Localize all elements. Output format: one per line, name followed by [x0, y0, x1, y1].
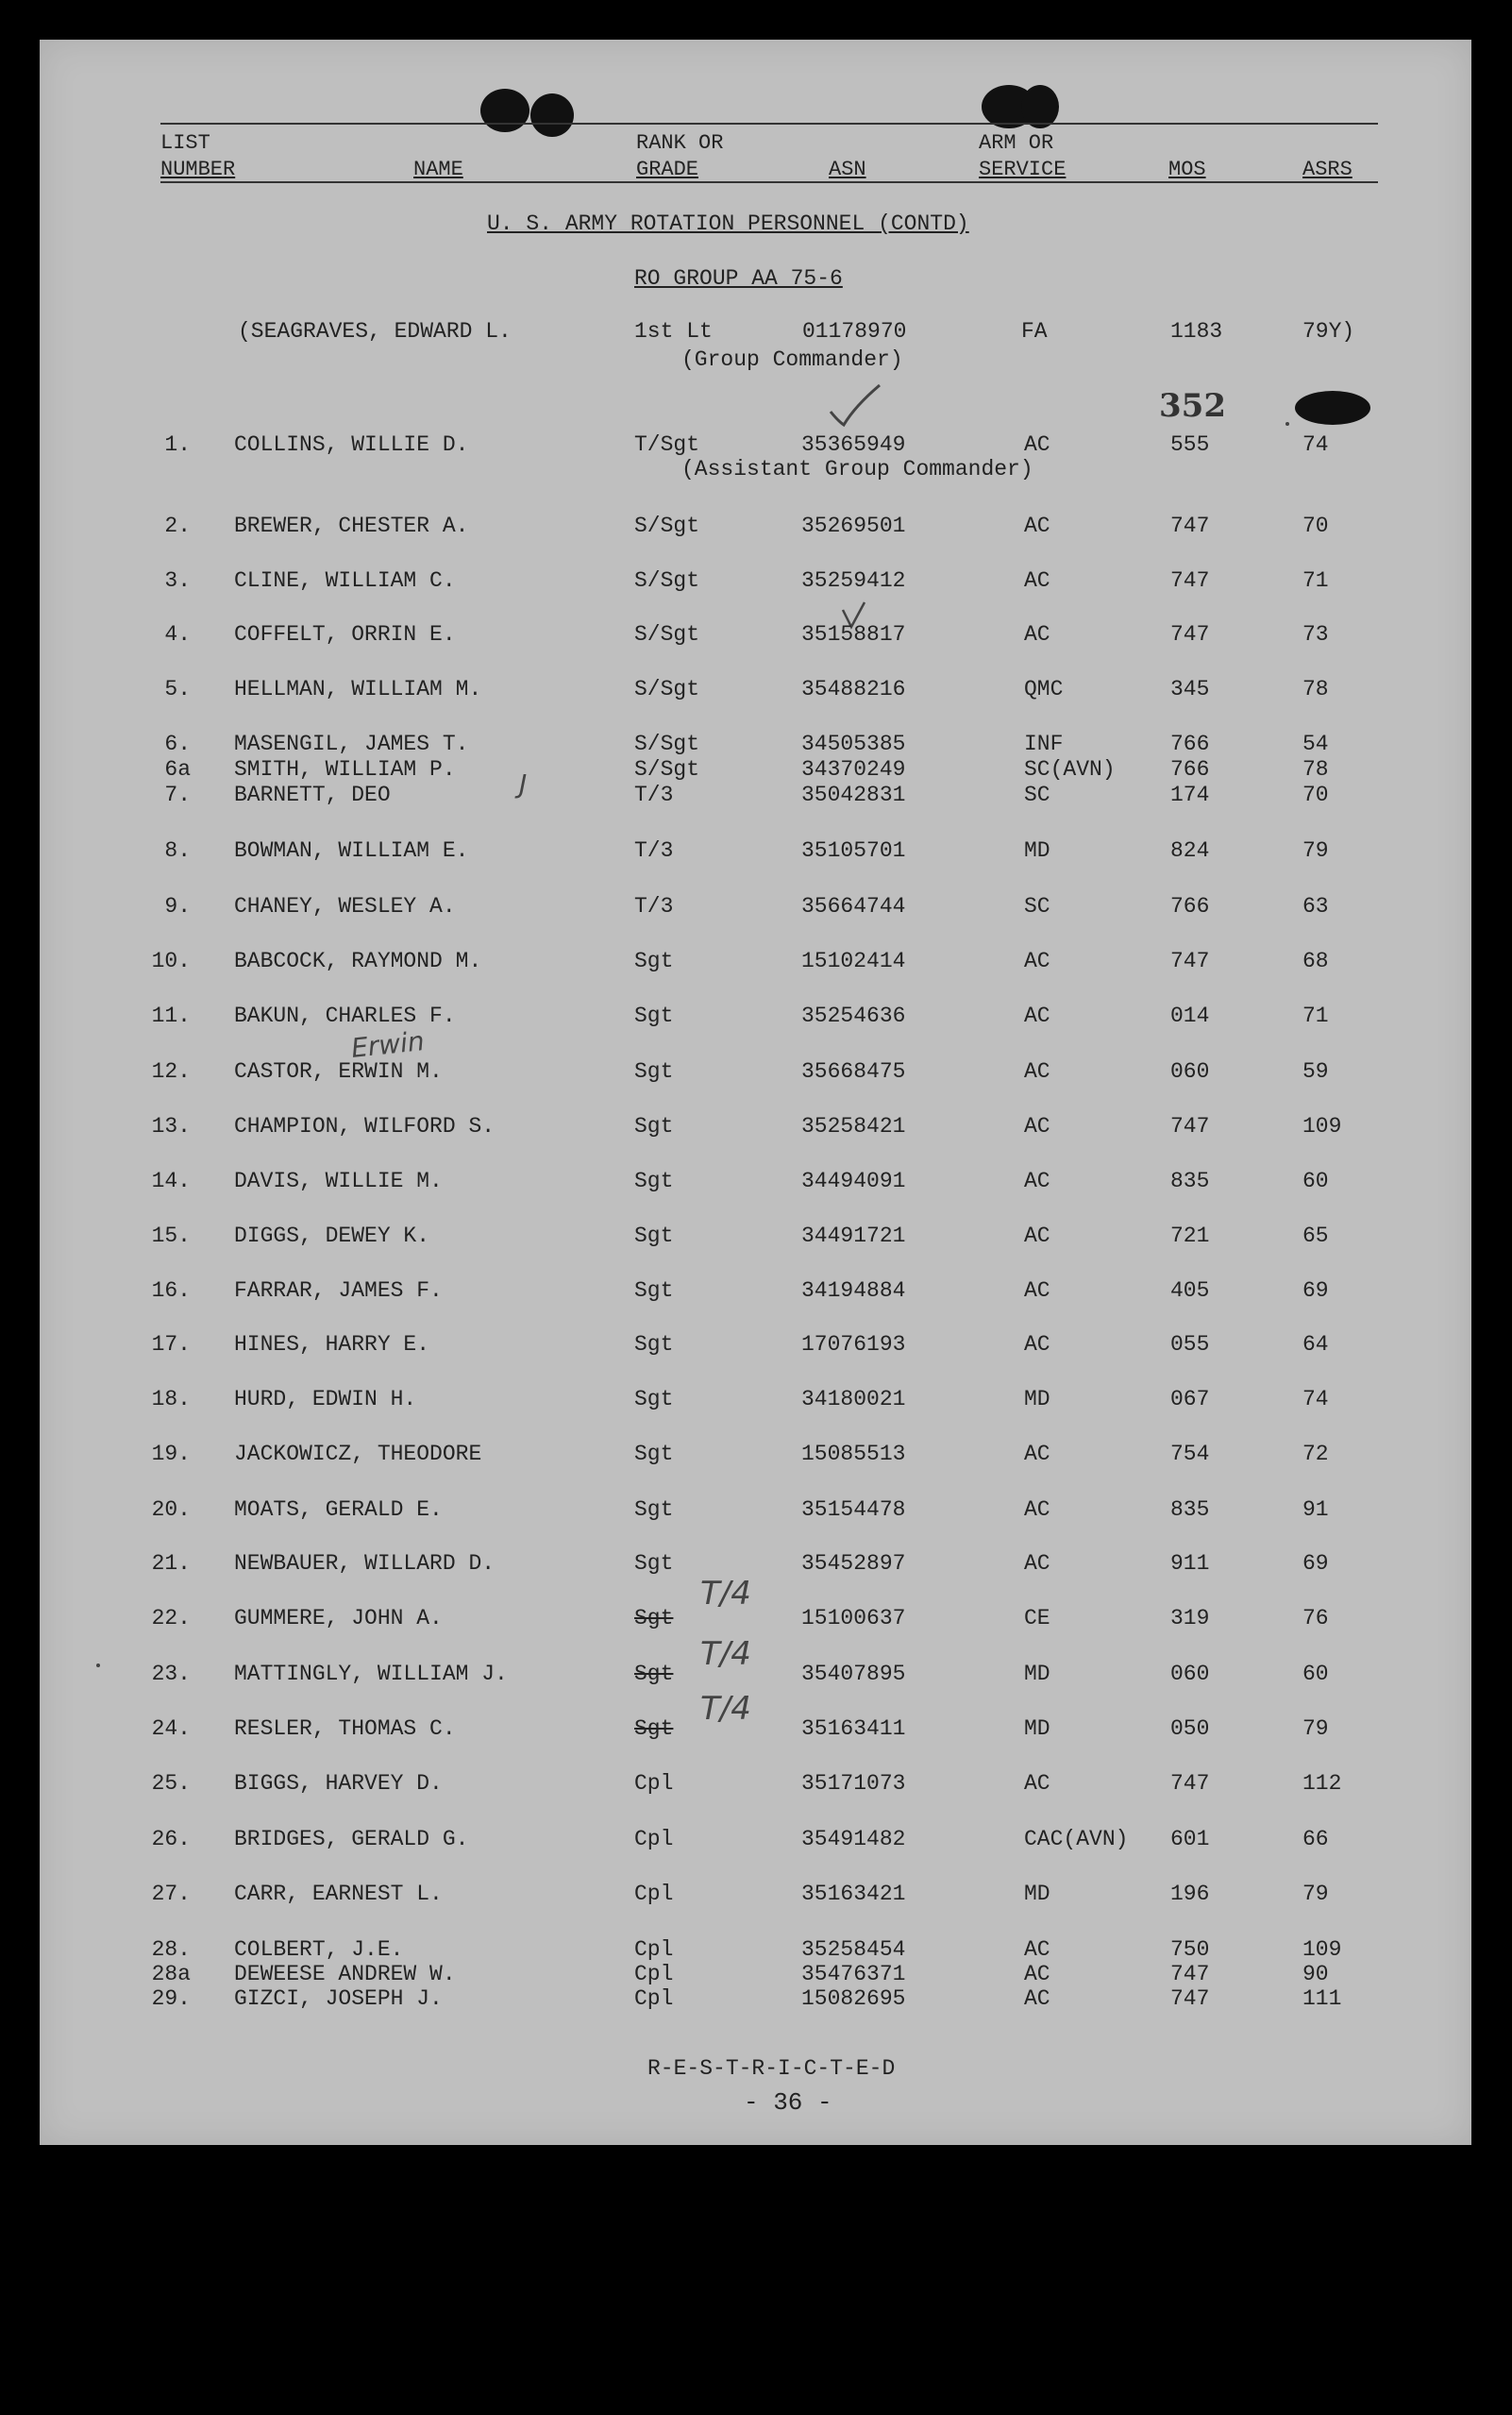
- row-asn: 17076193: [801, 1332, 906, 1357]
- row-mos: 014: [1170, 1004, 1210, 1028]
- row-rank: Sgt: [634, 1278, 674, 1303]
- row-asrs: 71: [1302, 1004, 1329, 1028]
- row-asn: 34180021: [801, 1387, 906, 1411]
- row-arm: AC: [1024, 1004, 1050, 1028]
- table-row: [40, 1442, 1471, 1470]
- row-rank: Sgt: [634, 1442, 674, 1466]
- row-number: 6.: [164, 732, 191, 756]
- table-row: [40, 1387, 1471, 1415]
- row-arm: AC: [1024, 1278, 1050, 1303]
- row-number: 18.: [151, 1387, 191, 1411]
- row-number: 23.: [151, 1662, 191, 1686]
- row-name: COFFELT, ORRIN E.: [234, 622, 456, 647]
- row-mos: 747: [1170, 949, 1210, 973]
- row-arm: AC: [1024, 1169, 1050, 1193]
- row-arm: INF: [1024, 732, 1064, 756]
- row-rank: Sgt: [634, 1606, 674, 1630]
- restricted-label: R-E-S-T-R-I-C-T-E-D: [647, 2056, 896, 2081]
- commander-asn: 01178970: [802, 319, 907, 344]
- row-asrs: 68: [1302, 949, 1329, 973]
- row-name: NEWBAUER, WILLARD D.: [234, 1551, 496, 1576]
- row-number: 17.: [151, 1332, 191, 1357]
- row-asrs: 79: [1302, 1716, 1329, 1741]
- row-mos: 345: [1170, 677, 1210, 701]
- row-asrs: 63: [1302, 894, 1329, 919]
- row-number: 28a: [151, 1962, 191, 1986]
- header-name: NAME: [413, 158, 463, 181]
- row-rank: Sgt: [634, 1662, 674, 1686]
- row-number: 15.: [151, 1224, 191, 1248]
- row-asrs: 71: [1302, 568, 1329, 593]
- row-asn: 34505385: [801, 732, 906, 756]
- table-row: [40, 1278, 1471, 1307]
- row-rank: Sgt: [634, 1551, 674, 1576]
- row-asrs: 79: [1302, 838, 1329, 863]
- row-arm: MD: [1024, 838, 1050, 863]
- row-arm: AC: [1024, 432, 1050, 457]
- row-name: CHANEY, WESLEY A.: [234, 894, 456, 919]
- header-bottom-rule: [160, 181, 1378, 183]
- row-arm: AC: [1024, 1059, 1050, 1084]
- row-asrs: 73: [1302, 622, 1329, 647]
- row-number: 9.: [164, 894, 191, 919]
- table-row: [40, 1224, 1471, 1252]
- table-row: [40, 1114, 1471, 1142]
- row-arm: AC: [1024, 1937, 1050, 1962]
- row-name: BARNETT, DEO: [234, 783, 391, 807]
- row-asrs: 78: [1302, 677, 1329, 701]
- row-rank: Cpl: [634, 1882, 674, 1906]
- row-name: BAKUN, CHARLES F.: [234, 1004, 456, 1028]
- row-rank: Cpl: [634, 1986, 674, 2011]
- row-mos: 747: [1170, 568, 1210, 593]
- row-asrs: 64: [1302, 1332, 1329, 1357]
- row-mos: 067: [1170, 1387, 1210, 1411]
- ink-speck: [96, 1663, 100, 1667]
- row-number: 21.: [151, 1551, 191, 1576]
- row-rank: Sgt: [634, 1716, 674, 1741]
- handwritten-erwin: Erwin: [349, 1025, 427, 1064]
- row-mos: 721: [1170, 1224, 1210, 1248]
- commander-name: (SEAGRAVES, EDWARD L.: [238, 319, 512, 344]
- row-rank: Cpl: [634, 1937, 674, 1962]
- row-name: HURD, EDWIN H.: [234, 1387, 417, 1411]
- ink-blot: [1295, 391, 1370, 425]
- row-asn: 35254636: [801, 1004, 906, 1028]
- row-name: HELLMAN, WILLIAM M.: [234, 677, 482, 701]
- row-mos: 911: [1170, 1551, 1210, 1576]
- handwritten-t4-22: T/4: [700, 1575, 751, 1613]
- row-rank: Sgt: [634, 1332, 674, 1357]
- row-asn: 35407895: [801, 1662, 906, 1686]
- row-asrs: 111: [1302, 1986, 1342, 2011]
- row-mos: 766: [1170, 757, 1210, 782]
- row-asn: 35163411: [801, 1716, 906, 1741]
- table-row: [40, 894, 1471, 922]
- row-name: FARRAR, JAMES F.: [234, 1278, 443, 1303]
- row-asn: 35258421: [801, 1114, 906, 1139]
- row-number: 5.: [164, 677, 191, 701]
- row-asrs: 112: [1302, 1771, 1342, 1796]
- row-asrs: 60: [1302, 1169, 1329, 1193]
- table-row: [40, 677, 1471, 705]
- row-number: 19.: [151, 1442, 191, 1466]
- row-number: 7.: [164, 783, 191, 807]
- row-arm: SC(AVN): [1024, 757, 1116, 782]
- row-arm: AC: [1024, 1497, 1050, 1522]
- row-arm: AC: [1024, 1332, 1050, 1357]
- row-number: 28.: [151, 1937, 191, 1962]
- row-arm: MD: [1024, 1882, 1050, 1906]
- row-number: 16.: [151, 1278, 191, 1303]
- table-row: [40, 1662, 1471, 1690]
- row-mos: 766: [1170, 894, 1210, 919]
- table-row: [40, 1004, 1471, 1032]
- handwritten-t4-24: T/4: [700, 1690, 751, 1728]
- row-rank: Sgt: [634, 1004, 674, 1028]
- section-title: U. S. ARMY ROTATION PERSONNEL (CONTD): [487, 211, 969, 236]
- row-asn: 35163421: [801, 1882, 906, 1906]
- group-title: RO GROUP AA 75-6: [634, 266, 843, 291]
- row-asn: 15085513: [801, 1442, 906, 1466]
- row-arm: AC: [1024, 1551, 1050, 1576]
- commander-row: [40, 319, 1471, 347]
- table-row: [40, 1497, 1471, 1526]
- row-rank: Cpl: [634, 1962, 674, 1986]
- row-arm: AC: [1024, 1771, 1050, 1796]
- handwritten-t4-23: T/4: [700, 1635, 751, 1673]
- row-asn: 35259412: [801, 568, 906, 593]
- row-asrs: 74: [1302, 432, 1329, 457]
- header-arm: ARM OR SERVICE: [979, 131, 1067, 181]
- row-asn: 35171073: [801, 1771, 906, 1796]
- row-mos: 747: [1170, 622, 1210, 647]
- header-top-rule: [160, 123, 1378, 125]
- row-asrs: 109: [1302, 1114, 1342, 1139]
- row-number: 13.: [151, 1114, 191, 1139]
- row-rank: T/3: [634, 894, 674, 919]
- row-number: 8.: [164, 838, 191, 863]
- row-arm: CAC(AVN): [1024, 1827, 1129, 1851]
- table-row: [40, 783, 1471, 811]
- row-asrs: 66: [1302, 1827, 1329, 1851]
- row-asrs: 76: [1302, 1606, 1329, 1630]
- row-asn: 35365949: [801, 432, 906, 457]
- handwritten-initial: J: [519, 768, 528, 800]
- row-arm: AC: [1024, 568, 1050, 593]
- row-mos: 174: [1170, 783, 1210, 807]
- row-number: 1.: [164, 432, 191, 457]
- row-asrs: 91: [1302, 1497, 1329, 1522]
- row-asn: 35476371: [801, 1962, 906, 1986]
- row-number: 29.: [151, 1986, 191, 2011]
- row-mos: 766: [1170, 732, 1210, 756]
- row-rank: Sgt: [634, 1497, 674, 1522]
- row-mos: 747: [1170, 1771, 1210, 1796]
- row-asrs: 74: [1302, 1387, 1329, 1411]
- table-row: [40, 1606, 1471, 1634]
- row-arm: MD: [1024, 1662, 1050, 1686]
- row-number: 24.: [151, 1716, 191, 1741]
- row-rank: T/Sgt: [634, 432, 700, 457]
- row-asrs: 79: [1302, 1882, 1329, 1906]
- row-mos: 747: [1170, 1986, 1210, 2011]
- row-rank: Cpl: [634, 1827, 674, 1851]
- row-asn: 35258454: [801, 1937, 906, 1962]
- row-asrs: 72: [1302, 1442, 1329, 1466]
- row-number: 10.: [151, 949, 191, 973]
- ink-speck: [1285, 422, 1289, 426]
- row-rank: S/Sgt: [634, 622, 700, 647]
- row-name: BABCOCK, RAYMOND M.: [234, 949, 482, 973]
- table-row: [40, 1551, 1471, 1579]
- row-rank: S/Sgt: [634, 568, 700, 593]
- document-page: [40, 40, 1471, 2145]
- row-number: 26.: [151, 1827, 191, 1851]
- row-mos: 555: [1170, 432, 1210, 457]
- row-arm: AC: [1024, 514, 1050, 538]
- row-name: HINES, HARRY E.: [234, 1332, 430, 1357]
- row-name: CHAMPION, WILFORD S.: [234, 1114, 496, 1139]
- row-arm: MD: [1024, 1387, 1050, 1411]
- row-asn: 34370249: [801, 757, 906, 782]
- row-name: DAVIS, WILLIE M.: [234, 1169, 443, 1193]
- row-asn: 35488216: [801, 677, 906, 701]
- row-mos: 601: [1170, 1827, 1210, 1851]
- row-rank: Sgt: [634, 1169, 674, 1193]
- row-asn: 35452897: [801, 1551, 906, 1576]
- row-number: 6a: [164, 757, 191, 782]
- row-mos: 835: [1170, 1169, 1210, 1193]
- table-row: [40, 1059, 1471, 1088]
- table-row: [40, 568, 1471, 597]
- row-asn: 35269501: [801, 514, 906, 538]
- row-rank: Cpl: [634, 1771, 674, 1796]
- table-row: [40, 949, 1471, 977]
- row-asrs: 109: [1302, 1937, 1342, 1962]
- row-asrs: 59: [1302, 1059, 1329, 1084]
- row-mos: 055: [1170, 1332, 1210, 1357]
- row-arm: AC: [1024, 1986, 1050, 2011]
- row-mos: 750: [1170, 1937, 1210, 1962]
- header-list-number: LIST NUMBER: [160, 131, 236, 181]
- row-asn: 15102414: [801, 949, 906, 973]
- row-number: 4.: [164, 622, 191, 647]
- header-mos: MOS: [1168, 158, 1206, 181]
- table-row: [40, 1716, 1471, 1745]
- row-mos: 405: [1170, 1278, 1210, 1303]
- row-arm: AC: [1024, 949, 1050, 973]
- row-number: 14.: [151, 1169, 191, 1193]
- row-number: 3.: [164, 568, 191, 593]
- row-asn: 34194884: [801, 1278, 906, 1303]
- row-name: CASTOR, ERWIN M.: [234, 1059, 443, 1084]
- row-arm: AC: [1024, 1962, 1050, 1986]
- row-asn: 35154478: [801, 1497, 906, 1522]
- row-asn: 35105701: [801, 838, 906, 863]
- row-mos: 747: [1170, 514, 1210, 538]
- row-name: COLLINS, WILLIE D.: [234, 432, 469, 457]
- check-mark-icon: [827, 381, 883, 429]
- row-arm: AC: [1024, 1442, 1050, 1466]
- row-number: 20.: [151, 1497, 191, 1522]
- assistant-commander-note: (Assistant Group Commander): [681, 457, 1033, 481]
- row-name: BIGGS, HARVEY D.: [234, 1771, 443, 1796]
- row-name: RESLER, THOMAS C.: [234, 1716, 456, 1741]
- row-name: CARR, EARNEST L.: [234, 1882, 443, 1906]
- row-rank: Sgt: [634, 1059, 674, 1084]
- row-mos: 835: [1170, 1497, 1210, 1522]
- row-name: GIZCI, JOSEPH J.: [234, 1986, 443, 2011]
- group-commander-note: (Group Commander): [681, 347, 903, 372]
- row-asrs: 65: [1302, 1224, 1329, 1248]
- header-asn: ASN: [829, 158, 866, 181]
- row-rank: T/3: [634, 838, 674, 863]
- table-row: [40, 1332, 1471, 1360]
- row-asn: 35491482: [801, 1827, 906, 1851]
- header-rank: RANK OR GRADE: [636, 131, 724, 181]
- table-row: [40, 1169, 1471, 1197]
- row-rank: T/3: [634, 783, 674, 807]
- row-rank: S/Sgt: [634, 514, 700, 538]
- table-row: [40, 1827, 1471, 1855]
- row-asn: 35668475: [801, 1059, 906, 1084]
- table-row: [40, 622, 1471, 650]
- row-name: MASENGIL, JAMES T.: [234, 732, 469, 756]
- row-name: MATTINGLY, WILLIAM J.: [234, 1662, 508, 1686]
- row-asrs: 78: [1302, 757, 1329, 782]
- row-asrs: 69: [1302, 1551, 1329, 1576]
- row-arm: SC: [1024, 894, 1050, 919]
- row-asrs: 60: [1302, 1662, 1329, 1686]
- row-name: MOATS, GERALD E.: [234, 1497, 443, 1522]
- row-asrs: 70: [1302, 514, 1329, 538]
- row-name: SMITH, WILLIAM P.: [234, 757, 456, 782]
- row-number: 12.: [151, 1059, 191, 1084]
- table-row: [40, 838, 1471, 867]
- header-asrs: ASRS: [1302, 158, 1352, 181]
- handwritten-number: 352: [1159, 387, 1226, 425]
- row-name: DEWEESE ANDREW W.: [234, 1962, 456, 1986]
- row-name: JACKOWICZ, THEODORE: [234, 1442, 482, 1466]
- row-number: 11.: [151, 1004, 191, 1028]
- commander-mos: 1183: [1170, 319, 1223, 344]
- row-number: 25.: [151, 1771, 191, 1796]
- table-row: [40, 732, 1471, 760]
- row-name: COLBERT, J.E.: [234, 1937, 404, 1962]
- row-asn: 34491721: [801, 1224, 906, 1248]
- page-number: - 36 -: [744, 2088, 832, 2117]
- row-name: DIGGS, DEWEY K.: [234, 1224, 430, 1248]
- row-rank: S/Sgt: [634, 677, 700, 701]
- row-asn: 35042831: [801, 783, 906, 807]
- row-arm: AC: [1024, 1114, 1050, 1139]
- punch-hole-2: [530, 93, 574, 137]
- commander-arm: FA: [1021, 319, 1048, 344]
- row-rank: Sgt: [634, 1387, 674, 1411]
- punch-hole-1: [480, 89, 529, 132]
- row-name: BRIDGES, GERALD G.: [234, 1827, 469, 1851]
- row-mos: 747: [1170, 1114, 1210, 1139]
- row-arm: AC: [1024, 1224, 1050, 1248]
- row-arm: CE: [1024, 1606, 1050, 1630]
- row-asrs: 70: [1302, 783, 1329, 807]
- table-row: [40, 514, 1471, 542]
- table-row: [40, 757, 1471, 785]
- commander-rank: 1st Lt: [634, 319, 713, 344]
- row-mos: 319: [1170, 1606, 1210, 1630]
- row-asrs: 90: [1302, 1962, 1329, 1986]
- row-rank: S/Sgt: [634, 732, 700, 756]
- table-row: [40, 1986, 1471, 2015]
- row-mos: 754: [1170, 1442, 1210, 1466]
- row-rank: Sgt: [634, 1114, 674, 1139]
- row-name: GUMMERE, JOHN A.: [234, 1606, 443, 1630]
- row-asn: 35664744: [801, 894, 906, 919]
- row-mos: 060: [1170, 1662, 1210, 1686]
- table-row: [40, 432, 1471, 461]
- row-asn: 15082695: [801, 1986, 906, 2011]
- row-number: 22.: [151, 1606, 191, 1630]
- row-rank: S/Sgt: [634, 757, 700, 782]
- row-arm: MD: [1024, 1716, 1050, 1741]
- row-arm: QMC: [1024, 677, 1064, 701]
- row-arm: AC: [1024, 622, 1050, 647]
- row-rank: Sgt: [634, 1224, 674, 1248]
- row-name: CLINE, WILLIAM C.: [234, 568, 456, 593]
- row-asrs: 69: [1302, 1278, 1329, 1303]
- table-row: [40, 1771, 1471, 1799]
- row-mos: 050: [1170, 1716, 1210, 1741]
- row-asn: 34494091: [801, 1169, 906, 1193]
- row-arm: SC: [1024, 783, 1050, 807]
- row-mos: 060: [1170, 1059, 1210, 1084]
- row-name: BOWMAN, WILLIAM E.: [234, 838, 469, 863]
- row-number: 27.: [151, 1882, 191, 1906]
- row-name: BREWER, CHESTER A.: [234, 514, 469, 538]
- row-asn: 15100637: [801, 1606, 906, 1630]
- row-mos: 824: [1170, 838, 1210, 863]
- commander-asrs: 79Y): [1302, 319, 1355, 344]
- row-rank: Sgt: [634, 949, 674, 973]
- row-mos: 196: [1170, 1882, 1210, 1906]
- row-asn: 35158817: [801, 622, 906, 647]
- row-mos: 747: [1170, 1962, 1210, 1986]
- row-asrs: 54: [1302, 732, 1329, 756]
- table-row: [40, 1882, 1471, 1910]
- row-number: 2.: [164, 514, 191, 538]
